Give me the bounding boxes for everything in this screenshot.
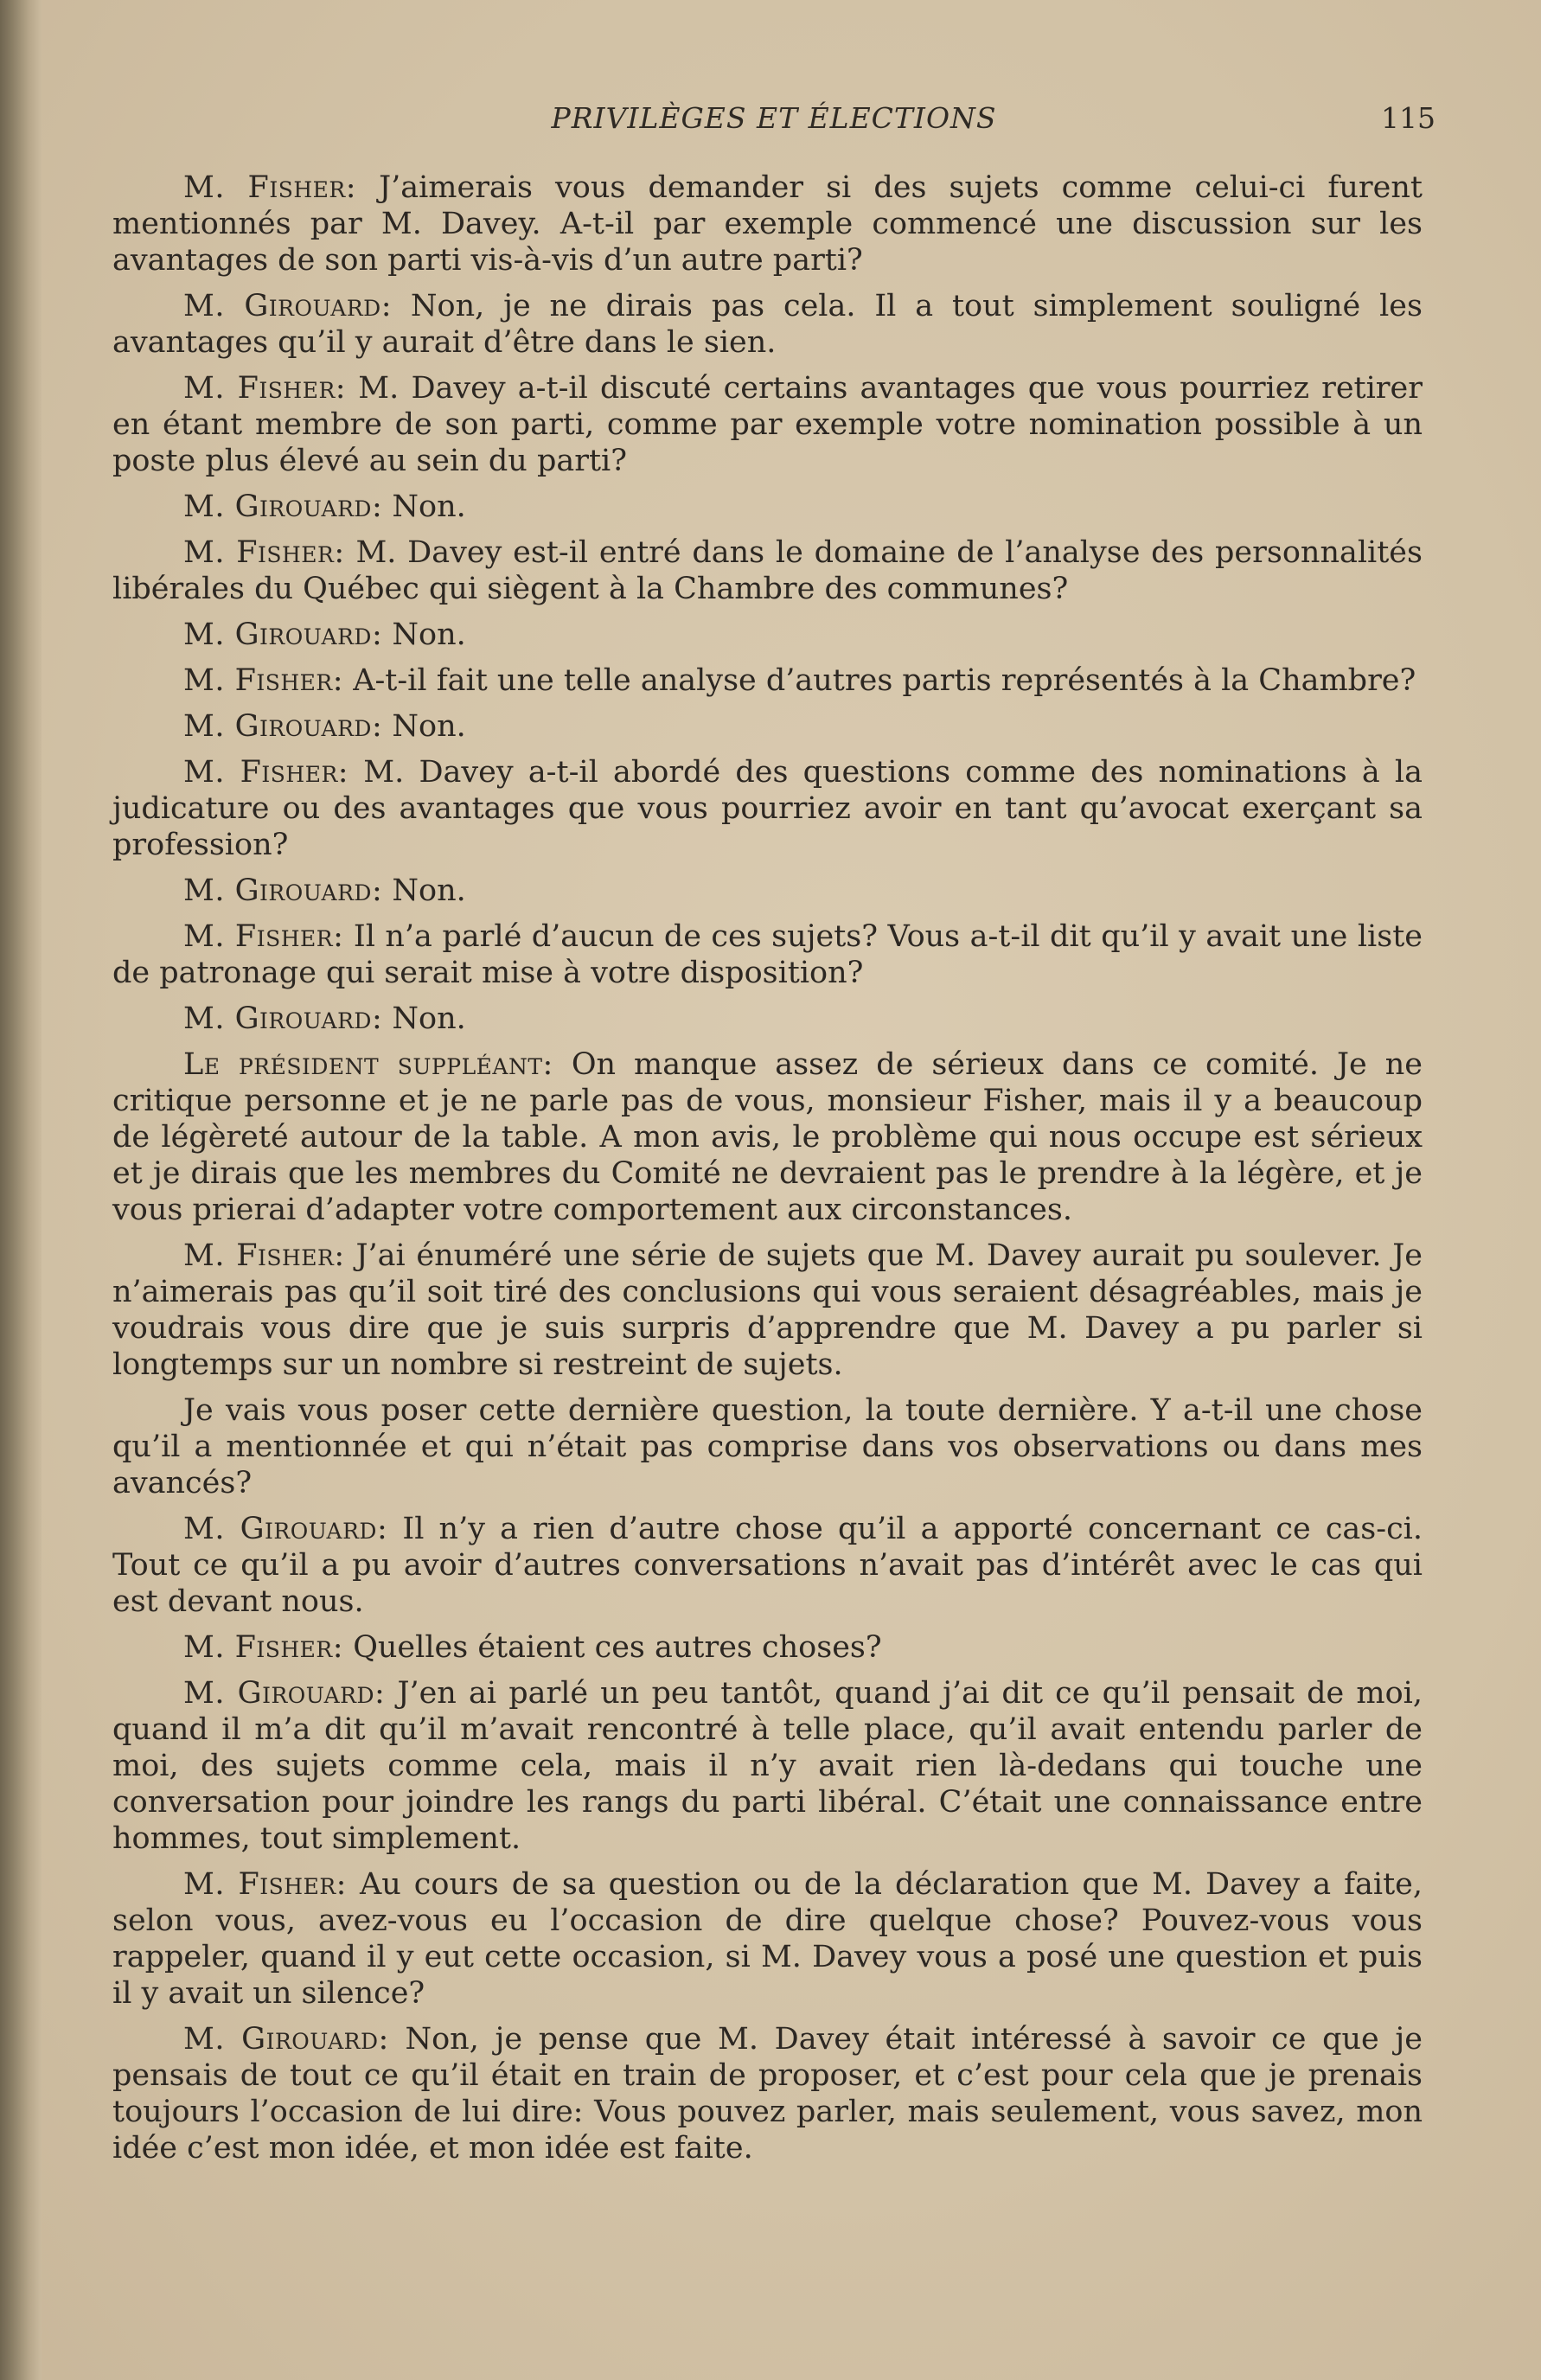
paragraph-text: J’ai énuméré une série de sujets que M. Davey aurait pu soulever. Je n’aimerais pas qu’il soit tiré des conclusions qui vous seraient désagréables, mais je voudrais vous dire que je suis surpris d’apprendre que M. Davey a pu parler si longtemps sur un nombre si restreint de sujets. bbox=[112, 1238, 1423, 1382]
speaker-label: M. Girouard: bbox=[183, 1001, 383, 1036]
paragraph bbox=[112, 1511, 1423, 1620]
speaker-label: M. Girouard: bbox=[183, 289, 392, 323]
paragraph-text: A-t-il fait une telle analyse d’autres partis représentés à la Chambre? bbox=[353, 663, 1416, 698]
speaker-label: M. Girouard: bbox=[183, 617, 383, 652]
speaker-label: M. Girouard: bbox=[183, 489, 383, 524]
paragraph-text: Au cours de sa question ou de la déclaration que M. Davey a faite, selon vous, avez-vous eu l’occasion de dire quelque chose? Pouvez-vous vous rappeler, quand il y eut cette occasion, si M. Davey vous a posé une question et puis il y avait un silence? bbox=[112, 1867, 1423, 2011]
speaker-label: M. Fisher: bbox=[183, 663, 344, 698]
speaker-label: M. Fisher: bbox=[183, 371, 347, 406]
speaker-label: M. Girouard: bbox=[183, 873, 383, 908]
paragraph-text: Non. bbox=[392, 873, 466, 908]
paragraph-text: Il n’a parlé d’aucun de ces sujets? Vous a-t-il dit qu’il y avait une liste de patronage qui serait mise à votre disposition? bbox=[112, 919, 1423, 990]
speaker-label: M. Fisher: bbox=[183, 535, 345, 570]
speaker-label: M. Fisher: bbox=[183, 1630, 344, 1665]
paragraph-text: Non. bbox=[392, 709, 466, 744]
paragraph bbox=[112, 617, 1423, 653]
paragraph bbox=[112, 1392, 1423, 1501]
speaker-label: M. Girouard: bbox=[183, 1512, 388, 1546]
speaker-label: Le président suppléant: bbox=[183, 1047, 553, 1082]
paragraph-text: J’en ai parlé un peu tantôt, quand j’ai dit ce qu’il pensait de moi, quand il m’a dit qu’il m’avait rencontré à telle place, qu’il avait entendu parler de moi, des sujets comme cela, mais il n’y avait rien là-dedans qui touche une conversation pour joindre les rangs du parti libéral. C’était une connaissance entre hommes, tout simplement. bbox=[112, 1676, 1423, 1856]
speaker-label: M. Girouard: bbox=[183, 709, 383, 744]
paragraph bbox=[112, 288, 1423, 361]
paragraph bbox=[112, 754, 1423, 863]
paragraph-text: Non. bbox=[392, 617, 466, 652]
paragraph bbox=[112, 1238, 1423, 1383]
paragraph-text: Non. bbox=[392, 1001, 466, 1036]
paragraph bbox=[112, 534, 1423, 607]
speaker-label: M. Fisher: bbox=[183, 919, 344, 954]
paragraph bbox=[112, 1675, 1423, 1857]
paragraph-text: Non, je pense que M. Davey était intéressé à savoir ce que je pensais de tout ce qu’il était en train de proposer, et c’est pour cela que je prenais toujours l’occasion de lui dire: Vous pouvez parler, mais seulement, vous savez, mon idée c’est mon idée, et mon idée est faite. bbox=[112, 2022, 1423, 2166]
paragraph-text: Quelles étaient ces autres choses? bbox=[353, 1630, 882, 1665]
paragraph bbox=[112, 370, 1423, 479]
paragraph-text: Je vais vous poser cette dernière question, la toute dernière. Y a-t-il une chose qu’il a mentionnée et qui n’était pas comprise dans vos observations ou dans mes avancés? bbox=[112, 1393, 1423, 1500]
paragraph bbox=[112, 708, 1423, 745]
paragraph-text: M. Davey est-il entré dans le domaine de l’analyse des personnalités libérales du Québec qui siègent à la Chambre des communes? bbox=[112, 535, 1423, 606]
running-head: PRIVILÈGES ET ÉLECTIONS bbox=[551, 101, 997, 135]
speaker-label: M. Girouard: bbox=[183, 1676, 386, 1711]
paragraph bbox=[112, 918, 1423, 991]
page-number: 115 bbox=[1381, 101, 1435, 135]
paragraph-text: On manque assez de sérieux dans ce comité. Je ne critique personne et je ne parle pas de vous, monsieur Fisher, mais il y a beaucoup de légèreté autour de la table. A mon avis, le problème qui nous occupe est sérieux et je dirais que les membres du Comité ne devraient pas le prendre à la légère, et je vous prierai d’adapter votre comportement aux circonstances. bbox=[112, 1047, 1423, 1227]
paragraph bbox=[112, 1046, 1423, 1228]
page-header bbox=[112, 97, 1435, 140]
paragraph bbox=[112, 1001, 1423, 1037]
speaker-label: M. Fisher: bbox=[183, 170, 356, 205]
paragraph bbox=[112, 662, 1423, 699]
paragraph bbox=[112, 2021, 1423, 2166]
speaker-label: M. Girouard: bbox=[183, 2022, 389, 2057]
paragraph-text: Non, je ne dirais pas cela. Il a tout simplement souligné les avantages qu’il y aurait d’être dans le sien. bbox=[112, 289, 1423, 360]
paragraph-text: M. Davey a-t-il abordé des questions comme des nominations à la judicature ou des avantages que vous pourriez avoir en tant qu’avocat exerçant sa profession? bbox=[112, 755, 1423, 862]
transcript-body bbox=[112, 170, 1423, 2176]
paragraph-text: Il n’y a rien d’autre chose qu’il a apporté concernant ce cas-ci. Tout ce qu’il a pu avoir d’autres conversations n’avait pas d’intérêt avec le cas qui est devant nous. bbox=[112, 1512, 1423, 1619]
speaker-label: M. Fisher: bbox=[183, 1238, 345, 1273]
paragraph bbox=[112, 1866, 1423, 2012]
speaker-label: M. Fisher: bbox=[183, 1867, 347, 1902]
paragraph-text: M. Davey a-t-il discuté certains avantages que vous pourriez retirer en étant membre de son parti, comme par exemple votre nomination possible à un poste plus élevé au sein du parti? bbox=[112, 371, 1423, 478]
book-binding-edge bbox=[0, 0, 42, 2380]
paragraph-text: Non. bbox=[392, 489, 466, 524]
paragraph-text: J’aimerais vous demander si des sujets comme celui-ci furent mentionnés par M. Davey. A-t-il par exemple commencé une discussion sur les avantages de son parti vis-à-vis d’un autre parti? bbox=[112, 170, 1423, 278]
paragraph bbox=[112, 489, 1423, 525]
paragraph bbox=[112, 1629, 1423, 1666]
paragraph bbox=[112, 170, 1423, 278]
paragraph bbox=[112, 873, 1423, 909]
speaker-label: M. Fisher: bbox=[183, 755, 349, 790]
